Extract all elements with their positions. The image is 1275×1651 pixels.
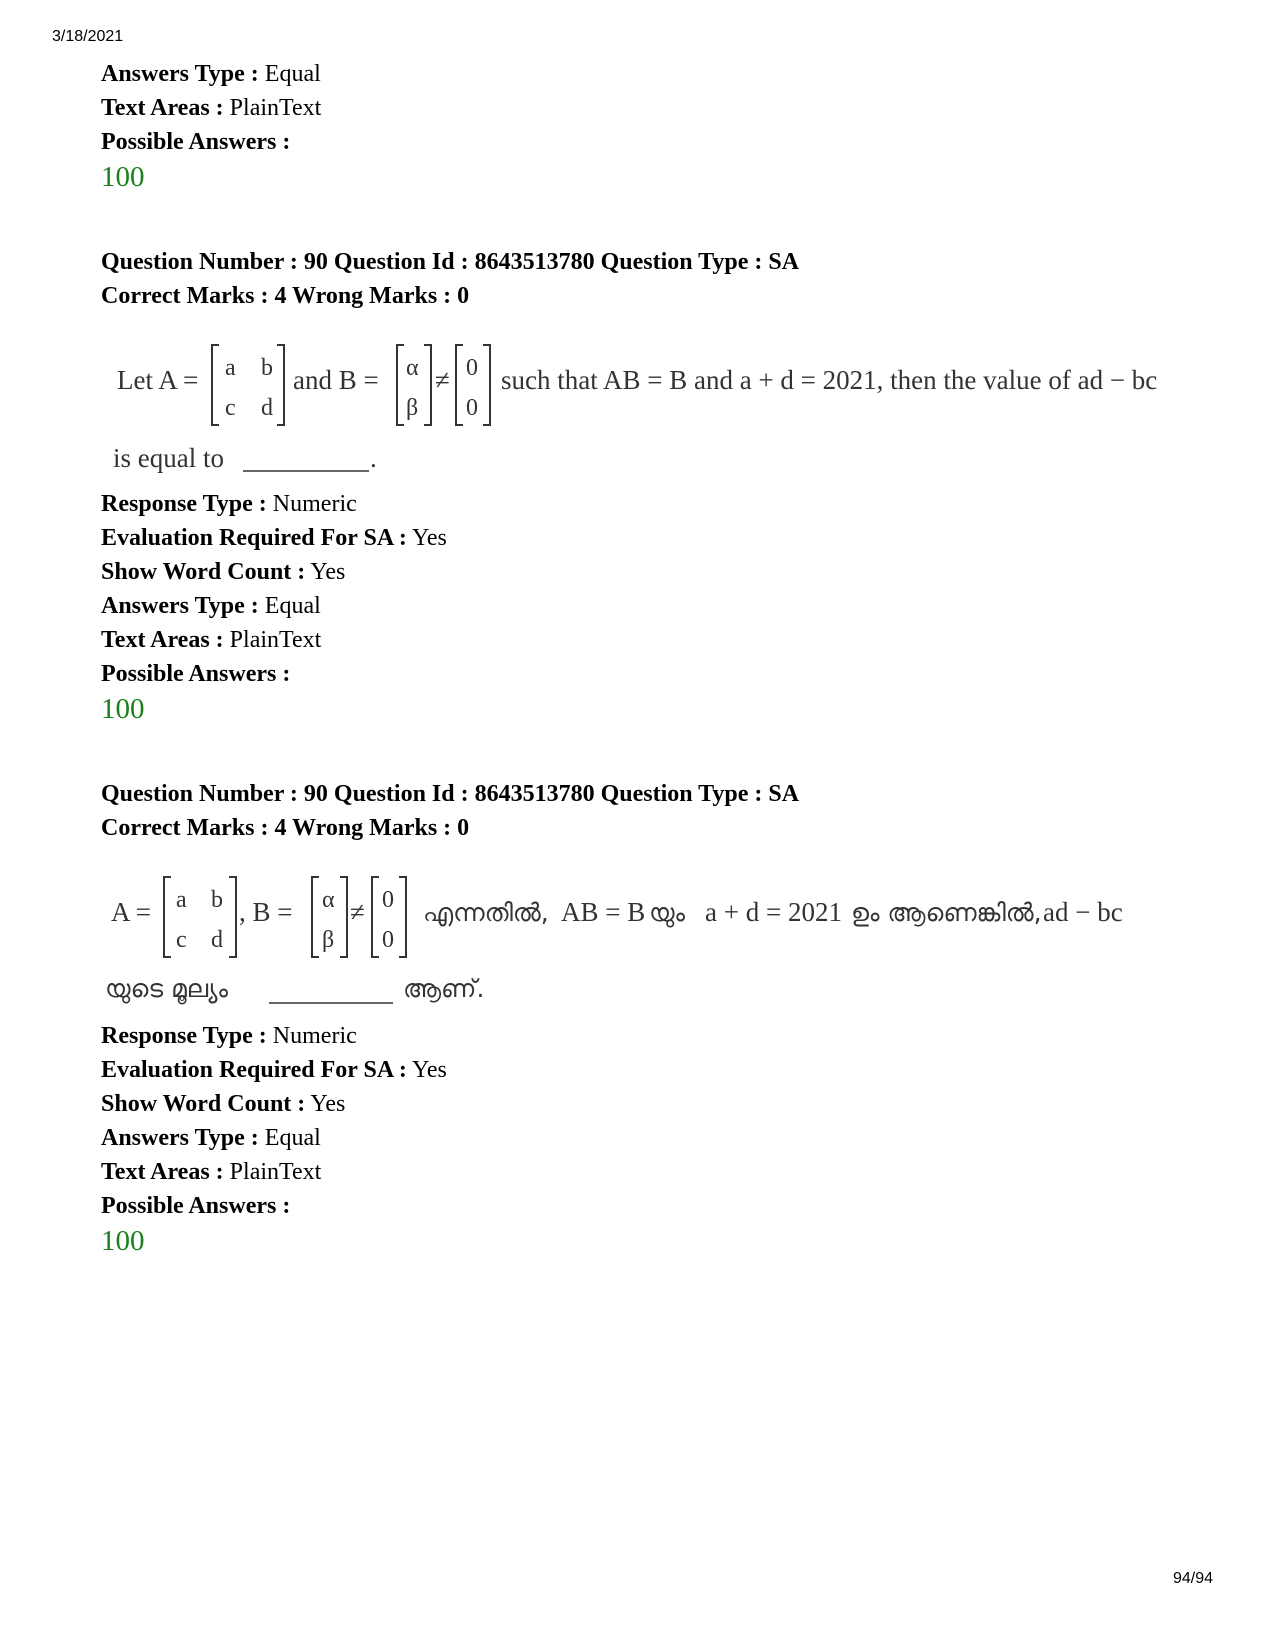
math-line2-end: .	[370, 443, 377, 473]
matrix-a	[212, 345, 284, 425]
evaluation-required-line: Evaluation Required For SA : Yes	[101, 1057, 447, 1083]
bracket-left	[212, 345, 219, 425]
matrix-cell: 0	[466, 395, 478, 421]
possible-answers-line: Possible Answers :	[101, 129, 291, 155]
bracket-left	[397, 345, 404, 425]
text-areas-line: Text Areas : PlainText	[101, 95, 322, 121]
math-lead: A =	[111, 897, 151, 927]
matrix-cell: d	[211, 927, 223, 953]
question-figure	[101, 317, 1221, 487]
bracket-right	[277, 345, 284, 425]
question-math-svg	[101, 317, 1211, 487]
question-block-malayalam	[101, 777, 1221, 1259]
matrix-cell: β	[406, 395, 419, 421]
page-number: 94/94	[1172, 1570, 1213, 1587]
text-areas-line: Text Areas : PlainText	[101, 1159, 322, 1185]
matrix-cell: α	[406, 355, 419, 381]
response-type-line: Response Type : Numeric	[101, 1023, 357, 1049]
possible-answers-line: Possible Answers :	[101, 661, 291, 687]
matrix-cell: d	[261, 395, 273, 421]
matrix-cell: 0	[382, 927, 394, 953]
math-line2: is equal to	[113, 443, 224, 473]
possible-answer-value: 100	[101, 693, 145, 725]
evaluation-required-line: Evaluation Required For SA : Yes	[101, 525, 447, 551]
math-tail-eq3: ad − bc	[1043, 897, 1123, 927]
question-header: Question Number : 90 Question Id : 8643513780 Question Type : SA	[101, 249, 800, 275]
math-tail-ml1: എന്നതിൽ,	[423, 898, 549, 927]
possible-answer-value: 100	[101, 1225, 145, 1257]
math-tail-ml2: യും	[649, 898, 686, 927]
text-areas-line: Text Areas : PlainText	[101, 627, 322, 653]
matrix-cell: α	[322, 887, 335, 913]
matrix-cell: b	[211, 887, 223, 913]
previous-question-tail	[101, 57, 1221, 195]
question-header: Question Number : 90 Question Id : 8643513780 Question Type : SA	[101, 781, 800, 807]
matrix-cell: β	[322, 927, 335, 953]
bracket-right	[424, 345, 431, 425]
math-neq: ≠	[350, 897, 365, 927]
possible-answer-value: 100	[101, 161, 145, 193]
matrix-cell: c	[176, 927, 187, 953]
matrix-cell: 0	[382, 887, 394, 913]
bracket-left	[456, 345, 463, 425]
matrix-cell: 0	[466, 355, 478, 381]
matrix-b	[397, 345, 431, 425]
document-body	[101, 57, 1221, 1259]
bracket-left	[312, 877, 319, 957]
math-tail-ml3: ഉം ആണെങ്കിൽ,	[851, 898, 1042, 927]
print-date: 3/18/2021	[52, 28, 124, 45]
bracket-right	[340, 877, 347, 957]
matrix-cell: a	[176, 887, 187, 913]
show-word-count-line: Show Word Count : Yes	[101, 559, 346, 585]
question-block-english	[101, 245, 1221, 727]
bracket-right	[483, 345, 490, 425]
bracket-left	[164, 877, 171, 957]
math-lead: Let A =	[117, 365, 199, 395]
bracket-right	[399, 877, 406, 957]
zero-vector	[372, 877, 406, 957]
question-marks: Correct Marks : 4 Wrong Marks : 0	[101, 815, 470, 841]
math-tail-eq2: a + d = 2021	[705, 897, 842, 927]
bracket-right	[229, 877, 236, 957]
question-figure	[101, 849, 1221, 1019]
math-line2-ml1: യുടെ മൂല്യം	[105, 974, 229, 1003]
math-tail-eq1: AB = B	[561, 897, 646, 927]
math-tail: such that AB = B and a + d = 2021, then the value of ad − bc	[501, 365, 1158, 395]
answers-type-line: Answers Type : Equal	[101, 1125, 321, 1151]
matrix-b	[312, 877, 347, 957]
answers-type-line: Answers Type : Equal	[101, 61, 321, 87]
math-line2-ml2: ആണ്.	[403, 974, 485, 1003]
show-word-count-line: Show Word Count : Yes	[101, 1091, 346, 1117]
question-marks: Correct Marks : 4 Wrong Marks : 0	[101, 283, 470, 309]
bracket-left	[372, 877, 379, 957]
matrix-a	[164, 877, 236, 957]
matrix-cell: a	[225, 355, 236, 381]
answers-type-line: Answers Type : Equal	[101, 593, 321, 619]
question-math-svg	[101, 849, 1211, 1019]
matrix-cell: b	[261, 355, 273, 381]
math-conj: and B =	[293, 365, 379, 395]
math-neq: ≠	[435, 365, 450, 395]
math-conj: , B =	[239, 897, 293, 927]
possible-answers-line: Possible Answers :	[101, 1193, 291, 1219]
zero-vector	[456, 345, 490, 425]
matrix-cell: c	[225, 395, 236, 421]
response-type-line: Response Type : Numeric	[101, 491, 357, 517]
